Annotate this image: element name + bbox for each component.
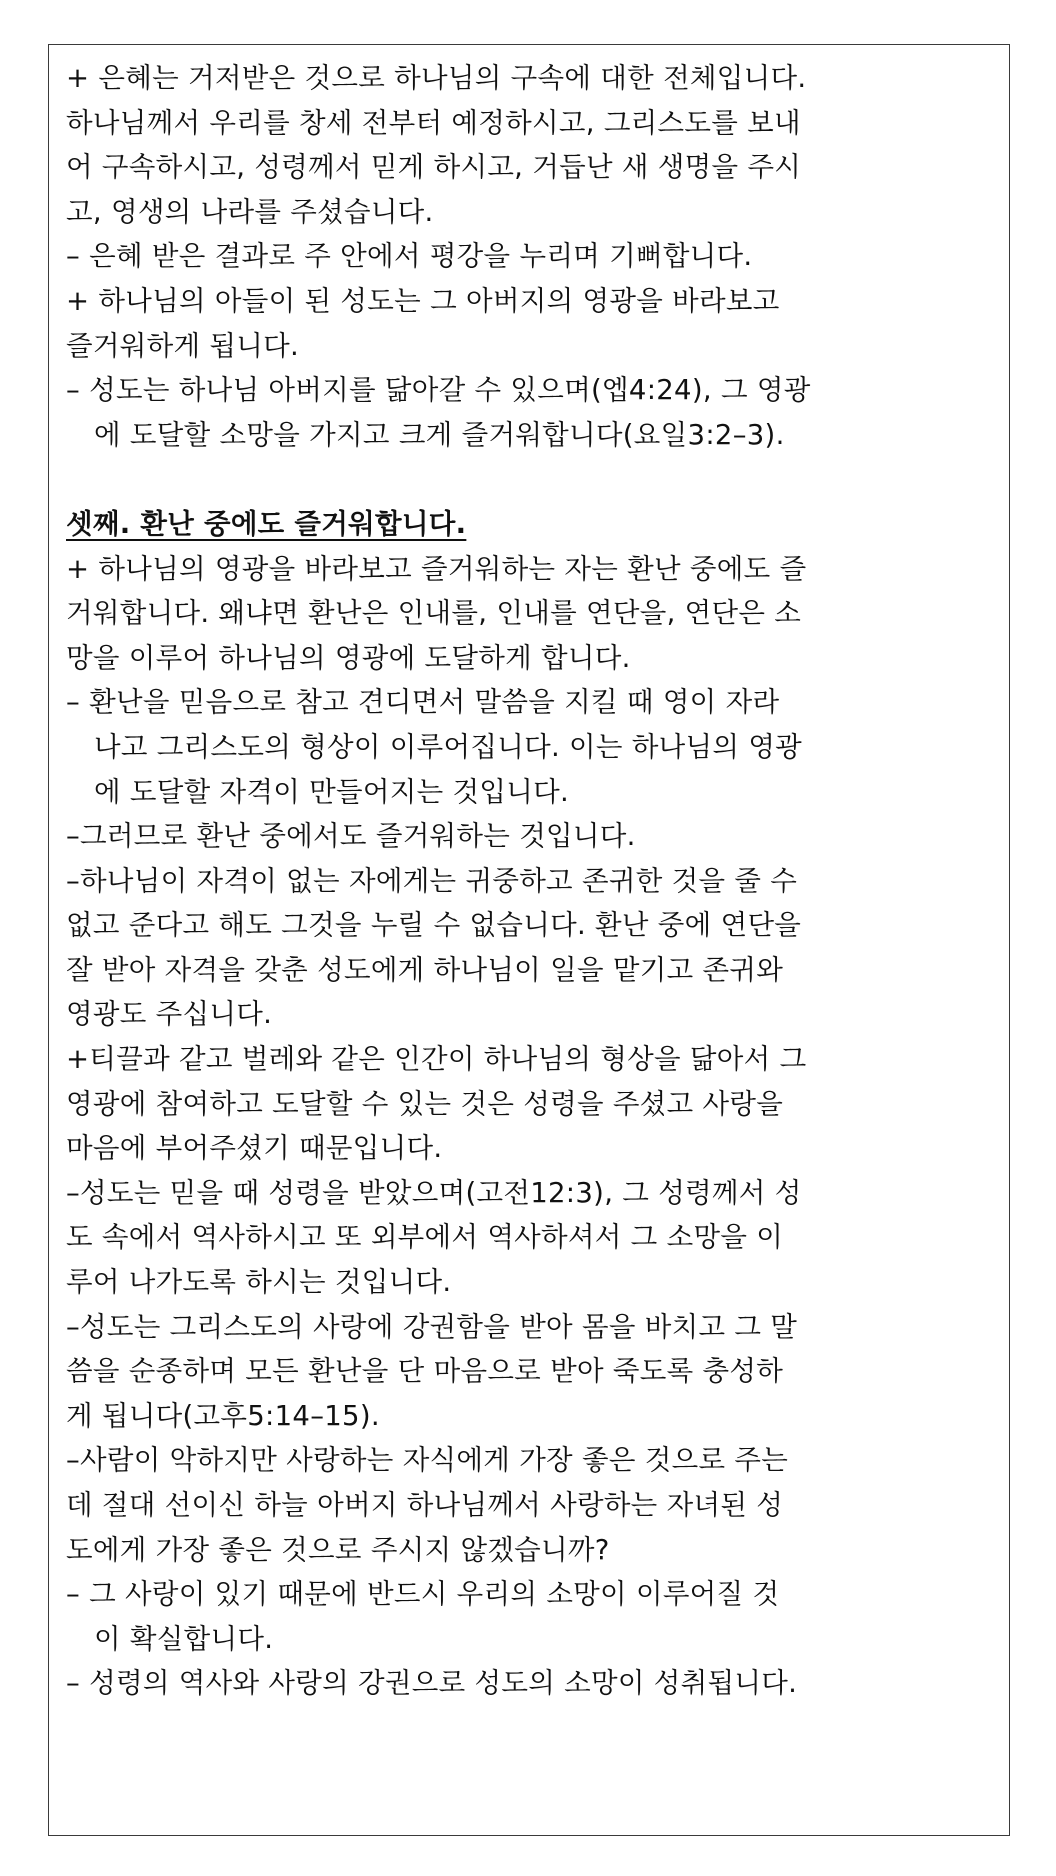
text-line: – 환난을 믿음으로 참고 견디면서 말씀을 지킬 때 영이 자라 <box>66 686 780 719</box>
text-line: + 하나님의 영광을 바라보고 즐거워하는 자는 환난 중에도 즐 <box>66 552 807 585</box>
text-line: – 그 사랑이 있기 때문에 반드시 우리의 소망이 이루어질 것 <box>66 1578 780 1611</box>
document-body <box>66 56 996 1706</box>
text-block-part2 <box>66 547 996 1706</box>
text-line: 게 됩니다(고후5:14–15). <box>66 1399 380 1432</box>
text-line: 데 절대 선이신 하늘 아버지 하나님께서 사랑하는 자녀된 성 <box>66 1489 784 1521</box>
text-line: 에 도달할 소망을 가지고 크게 즐거워합니다(요일3:2–3). <box>94 418 785 451</box>
text-line: + 은혜는 거저받은 것으로 하나님의 구속에 대한 전체입니다. <box>66 62 807 94</box>
text-line: 잘 받아 자격을 갖춘 성도에게 하나님이 일을 맡기고 존귀와 <box>66 953 784 986</box>
text-line: 에 도달할 자격이 만들어지는 것입니다. <box>94 775 570 808</box>
text-line: + 하나님의 아들이 된 성도는 그 아버지의 영광을 바라보고 <box>66 284 780 317</box>
text-line: –성도는 그리스도의 사랑에 강권함을 받아 몸을 바치고 그 말 <box>66 1310 798 1343</box>
text-line: 도에게 가장 좋은 것으로 주시지 않겠습니까? <box>66 1533 610 1566</box>
text-line: – 은혜 받은 결과로 주 안에서 평강을 누리며 기뻐합니다. <box>66 240 753 273</box>
text-block-part1 <box>66 56 996 457</box>
section-heading-line <box>66 502 996 547</box>
text-line: 하나님께서 우리를 창세 전부터 예정하시고, 그리스도를 보내 <box>66 106 801 139</box>
text-line: 나고 그리스도의 형상이 이루어집니다. 이는 하나님의 영광 <box>94 730 803 763</box>
text-line: 거워합니다. 왜냐면 환난은 인내를, 인내를 연단을, 연단은 소 <box>66 597 802 630</box>
text-line: 영광에 참여하고 도달할 수 있는 것은 성령을 주셨고 사랑을 <box>66 1087 784 1120</box>
text-line: 씀을 순종하며 모든 환난을 단 마음으로 받아 죽도록 충성하 <box>66 1355 784 1388</box>
text-line: 영광도 주십니다. <box>66 998 273 1031</box>
text-line: 즐거워하게 됩니다. <box>66 329 300 362</box>
text-line: 망을 이루어 하나님의 영광에 도달하게 합니다. <box>66 641 631 674</box>
section-heading: 셋째. 환난 중에도 즐거워합니다. <box>66 507 467 540</box>
text-line: 이 확실합니다. <box>94 1622 274 1655</box>
text-line: 마음에 부어주셨기 때문입니다. <box>66 1132 443 1165</box>
text-line: 루어 나가도록 하시는 것입니다. <box>66 1266 452 1299</box>
text-line: 도 속에서 역사하시고 또 외부에서 역사하셔서 그 소망을 이 <box>66 1221 784 1254</box>
text-line: –하나님이 자격이 없는 자에게는 귀중하고 존귀한 것을 줄 수 <box>66 864 798 897</box>
blank-line <box>66 457 996 502</box>
text-line: 어 구속하시고, 성령께서 믿게 하시고, 거듭난 새 생명을 주시 <box>66 151 802 184</box>
text-line: –성도는 믿을 때 성령을 받았으며(고전12:3), 그 성령께서 성 <box>66 1176 802 1209</box>
text-line: +티끌과 같고 벌레와 같은 인간이 하나님의 형상을 닮아서 그 <box>66 1043 807 1076</box>
text-line: 없고 준다고 해도 그것을 누릴 수 없습니다. 환난 중에 연단을 <box>66 909 802 942</box>
text-line: – 성도는 하나님 아버지를 닮아갈 수 있으며(엡4:24), 그 영광 <box>66 374 811 407</box>
text-line: –그러므로 환난 중에서도 즐거워하는 것입니다. <box>66 820 636 853</box>
text-line: 고, 영생의 나라를 주셨습니다. <box>66 195 434 228</box>
text-line: –사람이 악하지만 사랑하는 자식에게 가장 좋은 것으로 주는 <box>66 1444 789 1477</box>
text-line: – 성령의 역사와 사랑의 강권으로 성도의 소망이 성취됩니다. <box>66 1667 798 1700</box>
